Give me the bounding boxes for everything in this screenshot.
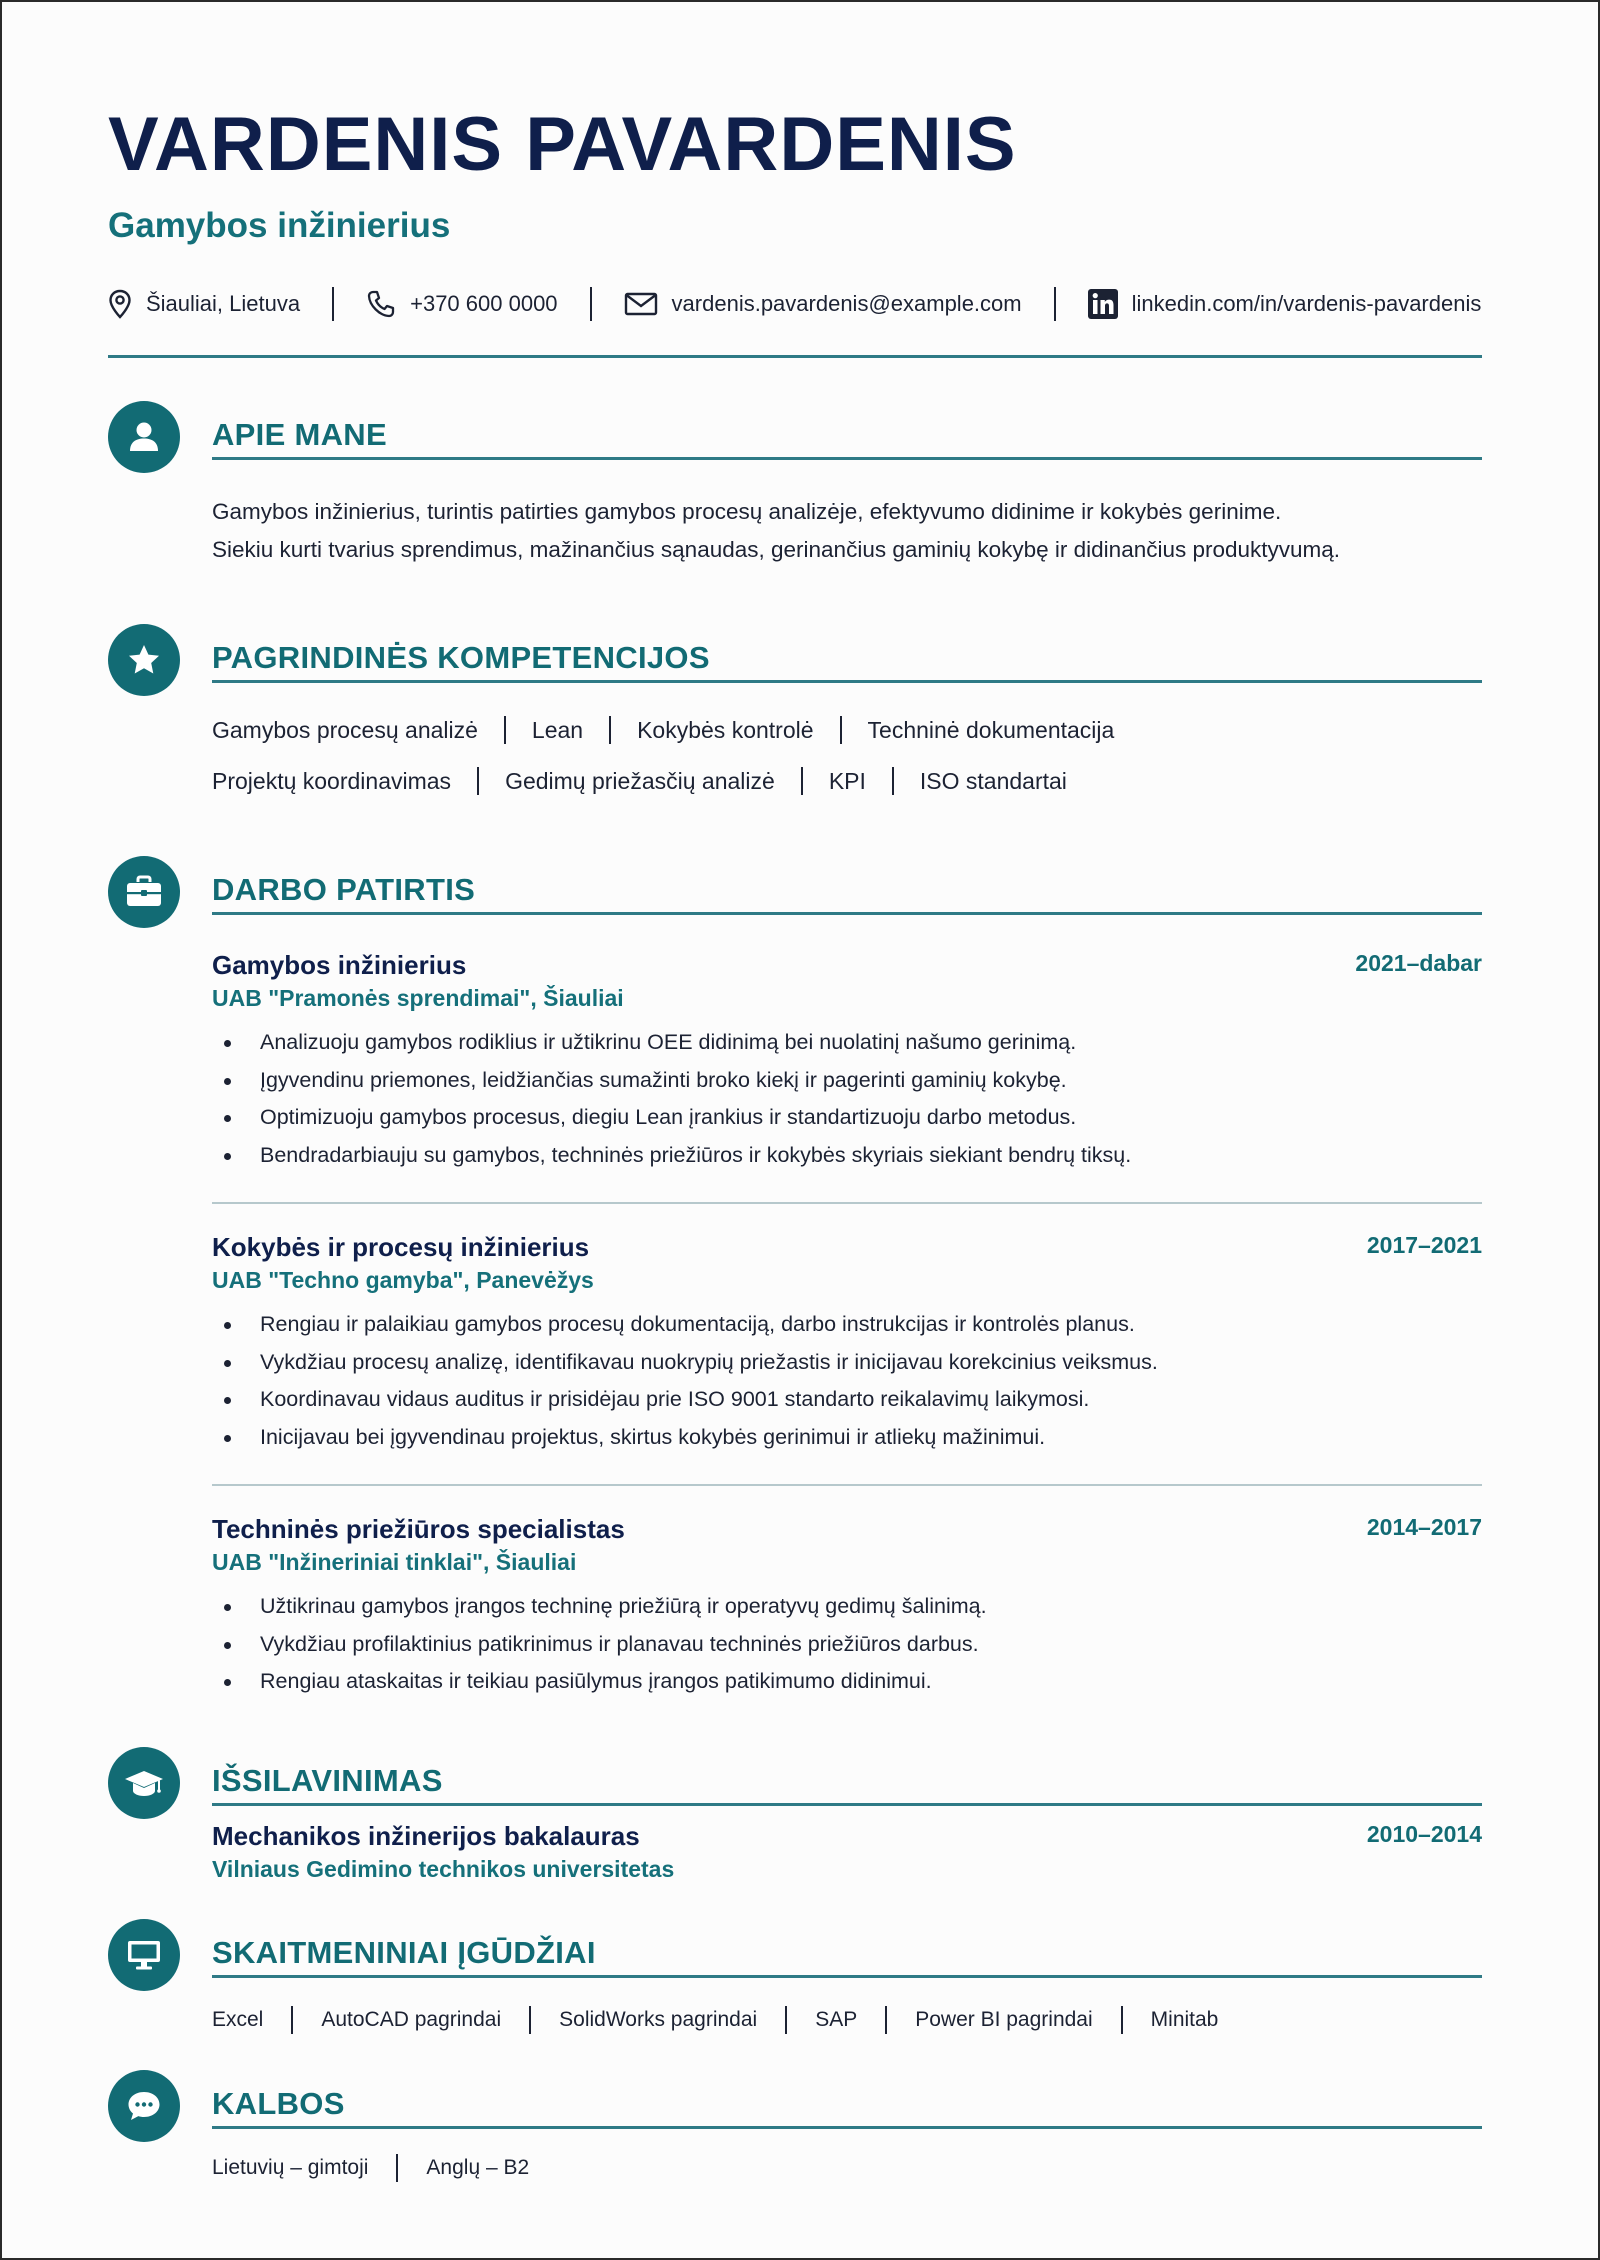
job-bullets xyxy=(212,1024,1482,1174)
job-bullets xyxy=(212,1306,1482,1456)
competency-item: KPI xyxy=(828,767,866,794)
competency-item: Gamybos procesų analizė xyxy=(212,716,478,743)
job-divider xyxy=(212,1484,1482,1486)
section-title: APIE MANE xyxy=(212,417,387,452)
section-about xyxy=(108,401,1482,569)
bullet-item: Inicijavau bei įgyvendinau projektus, skirtus kokybės gerinimui ir atliekų mažinimui. xyxy=(212,1419,1482,1457)
pipe-divider xyxy=(477,767,479,795)
section-title: SKAITMENINIAI ĮGŪDŽIAI xyxy=(212,1935,596,1970)
pipe-divider xyxy=(785,2006,787,2034)
job-divider xyxy=(212,1202,1482,1204)
bullet-item: Vykdžiau profilaktinius patikrinimus ir planavau techninės priežiūros darbus. xyxy=(212,1626,1482,1664)
skill-item: Minitab xyxy=(1150,2008,1219,2031)
section-competencies xyxy=(108,624,1482,801)
bullet-item: Analizuoju gamybos rodiklius ir užtikrinu OEE didinimą bei nuolatinį našumo gerinimą. xyxy=(212,1024,1482,1062)
competency-item: Projektų koordinavimas xyxy=(212,767,452,794)
job-dates: 2021–dabar xyxy=(1355,950,1482,976)
competency-item: Techninė dokumentacija xyxy=(867,716,1115,743)
job-entry xyxy=(212,1512,1482,1701)
section-rule xyxy=(212,2126,1482,2129)
job-bullets xyxy=(212,1588,1482,1701)
job-company: UAB "Pramonės sprendimai", Šiauliai xyxy=(212,985,624,1011)
section-rule xyxy=(212,1803,1482,1806)
skill-item: Excel xyxy=(212,2008,264,2031)
language-list xyxy=(212,2148,1482,2188)
pipe-divider xyxy=(1121,2006,1123,2034)
bullet-item: Įgyvendinu priemones, leidžiančias sumažinti broko kiekį ir pagerinti gaminių kokybę. xyxy=(212,1062,1482,1100)
location-icon xyxy=(108,289,132,319)
section-header xyxy=(108,1747,1482,1819)
section-header xyxy=(108,401,1482,473)
bullet-item: Užtikrinau gamybos įrangos techninę priežiūrą ir operatyvų gedimų šalinimą. xyxy=(212,1588,1482,1626)
about-text xyxy=(212,493,1482,569)
section-rule xyxy=(212,912,1482,915)
competency-row xyxy=(212,710,1482,750)
chat-bubble-icon xyxy=(108,2070,180,2142)
person-icon xyxy=(108,401,180,473)
section-header xyxy=(108,1919,1482,1991)
competency-list xyxy=(212,710,1482,801)
competency-row xyxy=(212,761,1482,801)
competency-item: Lean xyxy=(531,716,584,743)
job-title: Kokybės ir procesų inžinierius xyxy=(212,1232,590,1262)
pipe-divider xyxy=(396,2154,398,2182)
section-rule xyxy=(212,457,1482,460)
language-row xyxy=(212,2148,1482,2188)
job-entry xyxy=(212,1230,1482,1456)
bullet-item: Optimizuoju gamybos procesus, diegiu Lean įrankius ir standartizuoju darbo metodus. xyxy=(212,1099,1482,1137)
phone-text: +370 600 0000 xyxy=(410,291,558,316)
email-icon xyxy=(624,291,658,317)
pipe-divider xyxy=(504,716,506,744)
section-rule xyxy=(212,1975,1482,1978)
briefcase-icon xyxy=(108,856,180,928)
digital-skill-list xyxy=(212,2000,1482,2040)
contact-divider xyxy=(1054,287,1056,321)
email-text: vardenis.pavardenis@example.com xyxy=(671,291,1022,316)
section-title: IŠSILAVINIMAS xyxy=(212,1763,443,1798)
section-digital-skills xyxy=(108,1919,1482,2040)
resume-header xyxy=(108,100,1482,324)
bullet-item: Bendradarbiauju su gamybos, techninės priežiūros ir kokybės skyriais siekiant bendrų tiksų. xyxy=(212,1137,1482,1175)
competency-item: Gedimų priežasčių analizė xyxy=(505,767,775,794)
contact-linkedin[interactable] xyxy=(1088,289,1482,319)
pipe-divider xyxy=(840,716,842,744)
contact-divider xyxy=(332,287,334,321)
monitor-icon xyxy=(108,1919,180,1991)
competency-item: ISO standartai xyxy=(919,767,1067,794)
bullet-item: Vykdžiau procesų analizę, identifikavau nuokrypių priežastis ir inicijavau korekcinius veiksmus. xyxy=(212,1344,1482,1382)
education-dates: 2010–2014 xyxy=(1366,1821,1482,1847)
contact-email[interactable] xyxy=(624,291,1022,317)
job-dates: 2014–2017 xyxy=(1366,1514,1482,1540)
contact-location xyxy=(108,289,300,319)
linkedin-text: linkedin.com/in/vardenis-pavardenis xyxy=(1131,291,1482,316)
bullet-item: Koordinavau vidaus auditus ir prisidėjau prie ISO 9001 standarto reikalavimų laikymosi. xyxy=(212,1381,1482,1419)
skill-item: Power BI pagrindai xyxy=(915,2008,1093,2031)
job-title: Techninės priežiūros specialistas xyxy=(212,1514,625,1544)
education-entry xyxy=(212,1819,1482,1885)
pipe-divider xyxy=(892,767,894,795)
pipe-divider xyxy=(291,2006,293,2034)
pipe-divider xyxy=(885,2006,887,2034)
skill-item: AutoCAD pagrindai xyxy=(321,2008,502,2031)
pipe-divider xyxy=(801,767,803,795)
section-header xyxy=(108,856,1482,928)
skill-item: SAP xyxy=(815,2008,858,2031)
job-entry xyxy=(212,948,1482,1174)
contact-divider xyxy=(590,287,592,321)
section-title: PAGRINDINĖS KOMPETENCIJOS xyxy=(212,640,710,675)
job-title: Gamybos inžinierius xyxy=(212,950,467,980)
section-title: DARBO PATIRTIS xyxy=(212,872,476,907)
contact-phone[interactable] xyxy=(366,289,557,319)
section-rule xyxy=(212,680,1482,683)
language-item: Lietuvių – gimtoji xyxy=(212,2156,369,2179)
linkedin-icon xyxy=(1088,289,1118,319)
degree-title: Mechanikos inžinerijos bakalauras xyxy=(212,1821,640,1851)
section-languages xyxy=(108,2070,1482,2188)
section-title: KALBOS xyxy=(212,2086,345,2121)
bullet-item: Rengiau ir palaikiau gamybos procesų dokumentaciją, darbo instrukcijas ir kontrolės planus. xyxy=(212,1306,1482,1344)
section-education xyxy=(108,1747,1482,1885)
bullet-item: Rengiau ataskaitas ir teikiau pasiūlymus įrangos patikimumo didinimui. xyxy=(212,1663,1482,1701)
language-item: Anglų – B2 xyxy=(426,2156,530,2179)
header-divider xyxy=(108,355,1482,358)
pipe-divider xyxy=(529,2006,531,2034)
candidate-name: VARDENIS PAVARDENIS xyxy=(108,102,1017,187)
job-dates: 2017–2021 xyxy=(1366,1232,1482,1258)
skill-item: SolidWorks pagrindai xyxy=(559,2008,758,2031)
job-list xyxy=(212,948,1482,1701)
graduation-cap-icon xyxy=(108,1747,180,1819)
pipe-divider xyxy=(609,716,611,744)
about-line: Siekiu kurti tvarius sprendimus, mažinančius sąnaudas, gerinančius gaminių kokybę ir didinančius produktyvumą. xyxy=(212,537,1341,562)
school-name: Vilniaus Gedimino technikos universitetas xyxy=(212,1856,675,1882)
candidate-title: Gamybos inžinierius xyxy=(108,206,451,245)
star-icon xyxy=(108,624,180,696)
phone-icon xyxy=(366,289,396,319)
section-experience xyxy=(108,856,1482,1701)
skill-row xyxy=(212,2000,1482,2040)
section-header xyxy=(108,624,1482,696)
about-line: Gamybos inžinierius, turintis patirties gamybos procesų analizėje, efektyvumo didinime ir kokybės gerinime. xyxy=(212,499,1282,524)
job-company: UAB "Techno gamyba", Panevėžys xyxy=(212,1267,594,1293)
location-text: Šiauliai, Lietuva xyxy=(146,291,301,316)
competency-item: Kokybės kontrolė xyxy=(637,716,814,743)
section-header xyxy=(108,2070,1482,2142)
contact-bar xyxy=(108,284,1482,324)
job-company: UAB "Inžineriniai tinklai", Šiauliai xyxy=(212,1549,577,1575)
